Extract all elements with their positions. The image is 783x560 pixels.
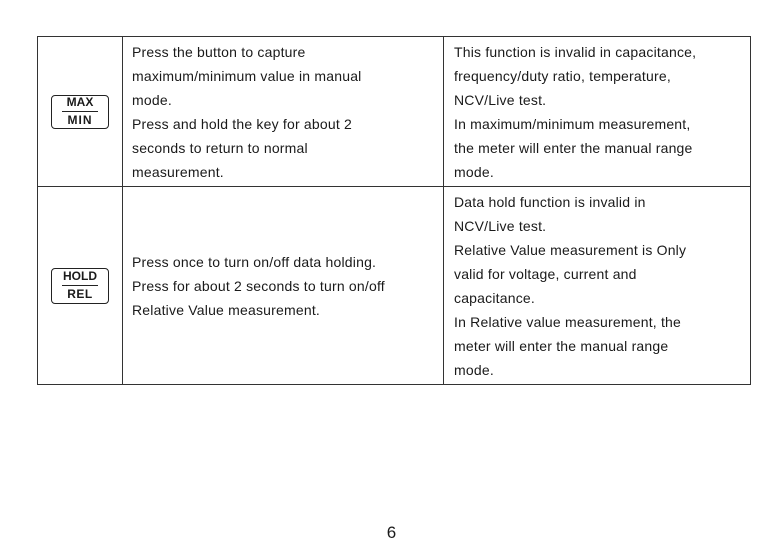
description-line: Press once to turn on/off data holding. [132,254,377,270]
note-line: the meter will enter the manual range [454,140,693,156]
max-min-key-icon [51,95,109,129]
note-line: Data hold function is invalid in [454,194,646,210]
description-line: maximum/minimum value in manual [132,68,362,84]
table-row-max-min [38,37,751,187]
key-label-top: MAX [66,95,94,109]
description-line: mode. [132,92,172,108]
function-table [37,36,751,385]
description-line: Press for about 2 seconds to turn on/off [132,278,385,294]
description-line: Press the button to capture [132,44,306,60]
description-cell [123,187,444,385]
notes-cell [444,187,751,385]
description-line: Relative Value measurement. [132,302,321,318]
key-cell [38,187,123,385]
note-line: In Relative value measurement, the [454,314,682,330]
description-line: Press and hold the key for about 2 [132,116,353,132]
note-line: NCV/Live test. [454,218,547,234]
note-line: Relative Value measurement is Only [454,242,687,258]
note-line: mode. [454,164,494,180]
table-row-hold-rel [38,187,751,385]
page-number: 6 [386,523,397,542]
note-line: NCV/Live test. [454,92,547,108]
key-cell [38,37,123,187]
description-line: measurement. [132,164,224,180]
note-line: This function is invalid in capacitance, [454,44,697,60]
notes-cell [444,37,751,187]
description-cell [123,37,444,187]
note-line: mode. [454,362,494,378]
hold-rel-key-icon [51,268,109,304]
key-label-bottom: REL [67,287,93,301]
key-label-bottom: MIN [67,113,93,127]
note-line: meter will enter the manual range [454,338,669,354]
note-line: valid for voltage, current and [454,266,637,282]
note-line: capacitance. [454,290,536,306]
description-line: seconds to return to normal [132,140,308,156]
key-label-top: HOLD [63,269,97,283]
note-line: In maximum/minimum measurement, [454,116,691,132]
note-line: frequency/duty ratio, temperature, [454,68,671,84]
